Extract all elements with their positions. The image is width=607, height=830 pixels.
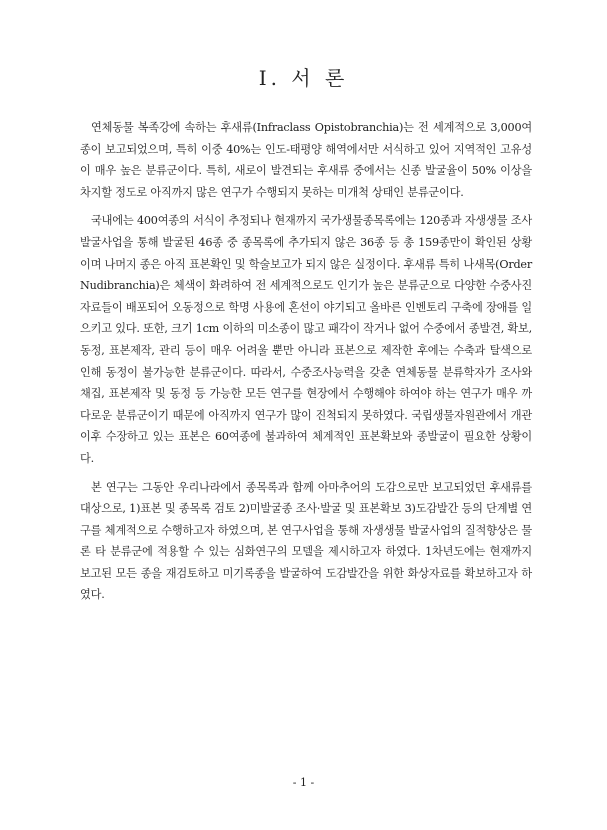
paragraph-domestic-status: 국내에는 400여종의 서식이 추정되나 현재까지 국가생물종목록에는 120종과 자생생물 조사발굴사업을 통해 발굴된 46종 중 종목록에 추가되지 않은 36종 등 총 159종만이 확인된 상황이며 나머지 종은 아직 표본확인 및 학술보고가 되지 않은 실정이다. 후새류 특히 나새목(Order Nudibranchia)은 체색이 화려하여 전 세계적으로도 인기가 높은 분류군으로 다양한 수중사진 자료들이 배포되어 오동정으로 학명 사용에 혼선이 야기되고 올바른 인벤토리 구축에 장애를 일으키고 있다. 또한, 크기 1cm 이하의 미소종이 많고 패각이 작거나 없어 수중에서 종발견, 확보, 동정, 표본제작, 관리 등이 매우 어려울 뿐만 아니라 표본으로 제작한 후에는 수축과 탈색으로 인해 동정이 불가능한 분류군이다. 따라서, 수중조사능력을 갖춘 연체동물 분류학자가 조사와 채집, 표본제작 및 동정 등 가능한 모든 연구를 현장에서 수행해야 하여야 하는 연구가 매우 까다로운 분류군이기 때문에 아직까지 연구가 많이 진척되지 못하였다. 국립생물자원관에서 개관이후 수장하고 있는 표본은 60여종에 불과하여 체계적인 표본확보와 종발굴이 필요한 상황이다. [80,214,532,465]
paragraph-intro: 연체동물 복족강에 속하는 후새류(Infraclass Opistobranchia)는 전 세계적으로 3,000여 종이 보고되었으며, 특히 이중 40%는 인도-태평양 해역에서만 서식하고 있어 지역적인 고유성이 매우 높은 분류군이다. 특히, 새로이 발견되는 후새류 중에서는 신종 발굴율이 50% 이상을 차지할 정도로 아직까지 많은 연구가 수행되지 못하는 미개척 상태인 분류군이다. [80,121,532,199]
paragraph-research-aim: 본 연구는 그동안 우리나라에서 종목록과 함께 아마추어의 도감으로만 보고되었던 후새류를 대상으로, 1)표본 및 종목록 검토 2)미발굴종 조사·발굴 및 표본확보 3)도감발간 등의 단계별 연구를 체계적으로 수행하고자 하였으며, 본 연구사업을 통해 자생생물 발굴사업의 질적향상은 물론 타 분류군에 적용할 수 있는 심화연구의 모델을 제시하고자 하였다. 1차년도에는 현재까지 보고된 모든 종을 재검토하고 미기록종을 발굴하여 도감발간을 위한 화상자료를 확보하고자 하였다. [80,480,532,602]
page-number: - 1 - [292,776,315,789]
section-title: Ⅰ. 서 론 [258,66,349,90]
body-text [80,117,532,613]
